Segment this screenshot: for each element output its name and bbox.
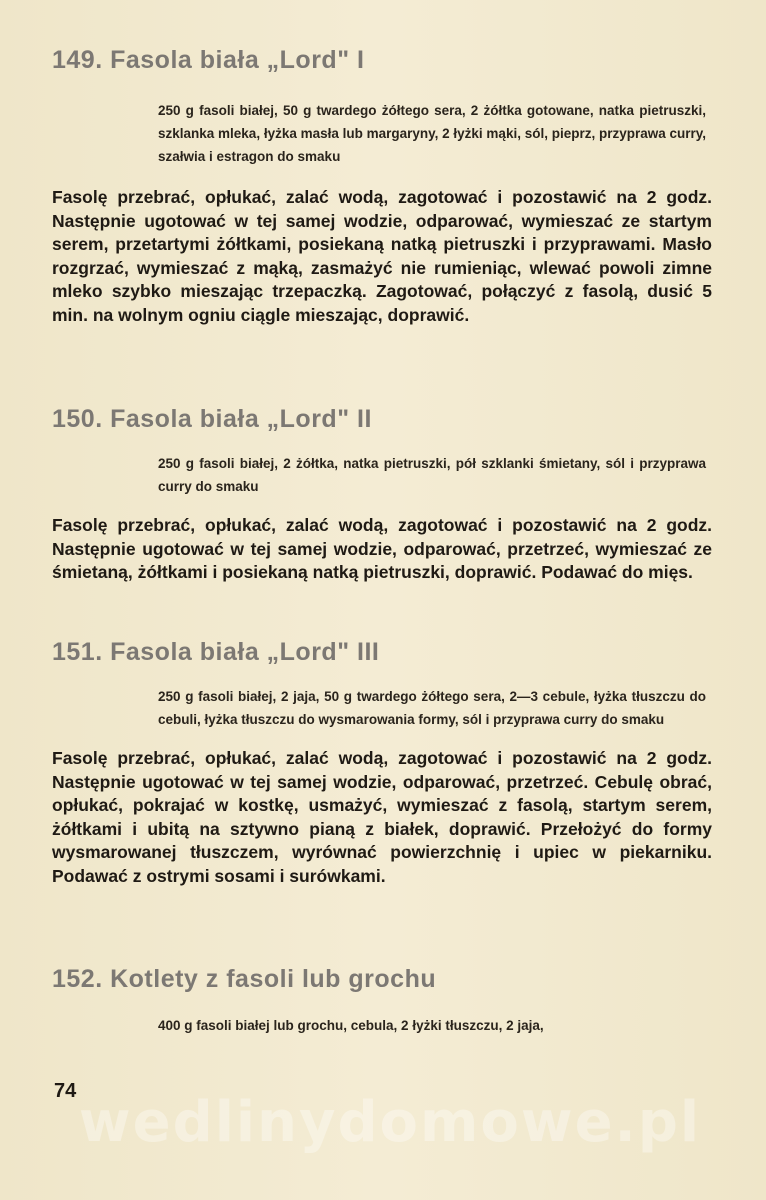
ingredients-list: 250 g fasoli białej, 2 żółtka, natka pietruszki, pół szklanki śmietany, sól i przyprawa curry do smaku xyxy=(158,456,706,494)
recipe-title: 152. Kotlety z fasoli lub grochu xyxy=(52,965,437,993)
watermark: wedlinydomowe.pl xyxy=(78,1090,702,1155)
preparation-text: Fasolę przebrać, opłukać, zalać wodą, zagotować i pozostawić na 2 godz. Następnie ugotować w tej samej wodzie, odparować, wymieszać ze startym serem, przetartymi żółtkami, posiekaną natką pietruszki i przyprawami. Masło rozgrzać, wymieszać z mąką, zasmażyć nie rumieniąc, wlewać powoli zimne mleko szybko mieszając trzepaczką. Zagotować, połączyć z fasolą, dusić 5 min. na wolnym ogniu ciągle mieszając, doprawić. xyxy=(52,187,712,325)
recipe-title: 149. Fasola biała „Lord" I xyxy=(52,46,365,74)
recipe-title: 151. Fasola biała „Lord" III xyxy=(52,638,380,666)
ingredients-list: 250 g fasoli białej, 50 g twardego żółtego sera, 2 żółtka gotowane, natka pietruszki, szklanka mleka, łyżka masła lub margaryny, 2 łyżki mąki, sól, pieprz, przyprawa curry, szałwia i estragon do smaku xyxy=(158,103,707,164)
recipe-title: 150. Fasola biała „Lord" II xyxy=(52,405,372,433)
ingredients-list: 250 g fasoli białej, 2 jaja, 50 g twardego żółtego sera, 2—3 cebule, łyżka tłuszczu do cebuli, łyżka tłuszczu do wysmarowania formy, sól i przyprawa curry do smaku xyxy=(158,689,706,727)
recipe-149 xyxy=(52,46,712,327)
recipe-152 xyxy=(52,965,712,1037)
preparation-text: Fasolę przebrać, opłukać, zalać wodą, zagotować i pozostawić na 2 godz. Następnie ugotować w tej samej wodzie, odparować, przetrzeć, wymieszać ze śmietaną, żółtkami i posiekaną natką pietruszki, doprawić. Podawać do mięs. xyxy=(52,515,712,582)
preparation-text: Fasolę przebrać, opłukać, zalać wodą, zagotować i pozostawić na 2 godz. Następnie ugotować w tej samej wodzie, odparować, przetrzeć. Cebulę obrać, opłukać, pokrajać w kostkę, usmażyć, wymieszać z fasolą, startym serem, żółtkami i ubitą na sztywno pianą z białek, doprawić. Przełożyć do formy wysmarowanej tłuszczem, wyrównać powierzchnię i upiec w piekarniku. Podawać z ostrymi sosami i surówkami. xyxy=(52,748,712,886)
recipe-151 xyxy=(52,638,712,888)
recipe-150 xyxy=(52,405,712,585)
page-number: 74 xyxy=(54,1080,77,1102)
ingredients-list: 400 g fasoli białej lub grochu, cebula, 2 łyżki tłuszczu, 2 jaja, xyxy=(158,1018,544,1033)
